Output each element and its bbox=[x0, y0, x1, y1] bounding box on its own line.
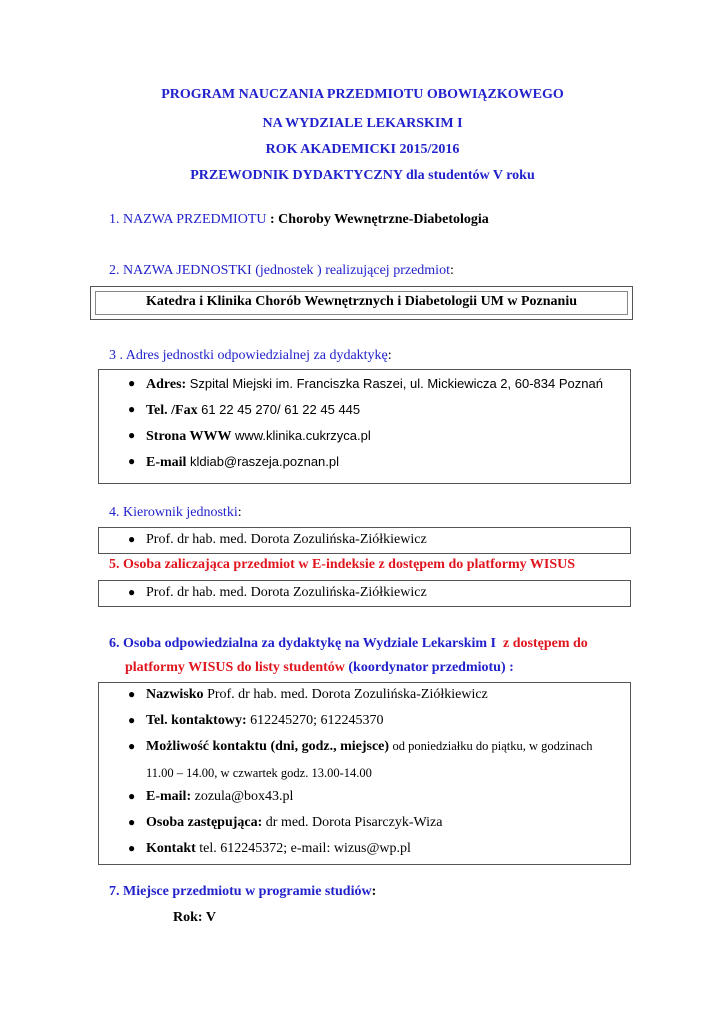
coordinator-name-label: Nazwisko bbox=[146, 687, 204, 702]
head-of-unit-value: Prof. dr hab. med. Dorota Zozulińska-Ziółkiewicz bbox=[146, 532, 427, 547]
study-year-label: Rok: bbox=[173, 910, 203, 925]
coordinator-email-link[interactable]: zozula@box43.pl bbox=[194, 789, 294, 804]
section-2-colon: : bbox=[449, 263, 454, 278]
section-7-colon: : bbox=[371, 884, 377, 899]
e-index-person-value: Prof. dr hab. med. Dorota Zozulińska-Ziółkiewicz bbox=[146, 585, 427, 600]
section-6-label-line-2-red: platformy WISUS do listy studentów bbox=[125, 660, 345, 675]
section-6-label-part-2: z dostępem do bbox=[503, 636, 588, 651]
doc-title-line-1: PROGRAM NAUCZANIA PRZEDMIOTU OBOWIĄZKOWEGO bbox=[161, 87, 564, 102]
www-link[interactable]: www.klinika.cukrzyca.pl bbox=[234, 428, 371, 443]
section-6-heading-line-2 bbox=[125, 660, 514, 676]
section-1-heading bbox=[109, 212, 489, 228]
deputy-label: Osoba zastępująca: bbox=[146, 815, 263, 830]
bullet-icon: ● bbox=[128, 789, 136, 803]
tel-fax-label: Tel. /Fax bbox=[146, 403, 198, 418]
doc-title-line-3: ROK AKADEMICKI 2015/2016 bbox=[265, 142, 460, 157]
study-year bbox=[173, 910, 216, 926]
section-2-value: Katedra i Klinika Chorób Wewnętrznych i Diabetologii UM w Poznaniu bbox=[145, 294, 578, 309]
bullet-icon: ● bbox=[128, 376, 136, 390]
section-5-box bbox=[98, 580, 631, 607]
bullet-icon: ● bbox=[128, 585, 136, 599]
section-2-label: 2. NAZWA JEDNOSTKI (jednostek ) realizującej przedmiot bbox=[109, 263, 450, 278]
bullet-icon: ● bbox=[128, 402, 136, 416]
section-3-colon: : bbox=[387, 348, 392, 363]
bullet-icon: ● bbox=[128, 428, 136, 442]
section-6-label-part-1: 6. Osoba odpowiedzialna za dydaktykę na Wydziale Lekarskim I bbox=[109, 636, 497, 651]
section-4-heading bbox=[109, 505, 242, 521]
coordinator-email-label: E-mail: bbox=[146, 789, 192, 804]
section-2-heading bbox=[109, 263, 454, 279]
section-1-sep: : bbox=[266, 212, 279, 227]
section-3-heading bbox=[109, 348, 392, 364]
section-1-value: Choroby Wewnętrzne-Diabetologia bbox=[278, 212, 489, 227]
section-6-heading-line-1 bbox=[109, 636, 588, 652]
coordinator-hours-value-2: 11.00 – 14.00, w czwartek godz. 13.00-14.00 bbox=[146, 766, 372, 780]
section-6-box bbox=[98, 682, 631, 865]
bullet-icon: ● bbox=[128, 713, 136, 727]
section-4-colon: : bbox=[237, 505, 242, 520]
deputy-contact-value: tel. 612245372; e-mail: wizus@wp.pl bbox=[199, 841, 411, 856]
section-3-label: 3 . Adres jednostki odpowiedzialnej za dydaktykę bbox=[109, 348, 388, 363]
coordinator-hours-label: Możliwość kontaktu (dni, godz., miejsce) bbox=[146, 739, 390, 754]
section-4-box bbox=[98, 527, 631, 554]
deputy-value: dr med. Dorota Pisarczyk-Wiza bbox=[265, 815, 443, 830]
www-label: Strona WWW bbox=[146, 429, 232, 444]
doc-title-line-2: NA WYDZIALE LEKARSKIM I bbox=[262, 116, 463, 131]
email-label: E-mail bbox=[146, 455, 187, 470]
coordinator-hours-value: od poniedziałku do piątku, w godzinach bbox=[392, 739, 593, 753]
bullet-icon: ● bbox=[128, 815, 136, 829]
tel-fax-value: 61 22 45 270/ 61 22 45 445 bbox=[201, 402, 361, 417]
bullet-icon: ● bbox=[128, 841, 136, 855]
section-5-label: 5. Osoba zaliczająca przedmiot w E-indeksie z dostępem do platformy WISUS bbox=[109, 557, 575, 572]
address-label: Adres: bbox=[146, 377, 187, 392]
section-4-label: 4. Kierownik jednostki bbox=[109, 505, 238, 520]
email-link[interactable]: kldiab@raszeja.poznan.pl bbox=[189, 454, 340, 469]
coordinator-phone-label: Tel. kontaktowy: bbox=[146, 713, 247, 728]
deputy-contact-label: Kontakt bbox=[146, 841, 196, 856]
section-1-label: 1. NAZWA PRZEDMIOTU bbox=[109, 212, 267, 227]
bullet-icon: ● bbox=[128, 739, 136, 753]
bullet-icon: ● bbox=[128, 687, 136, 701]
study-year-value: V bbox=[205, 910, 216, 925]
doc-title-line-4: PRZEWODNIK DYDAKTYCZNY dla studentów V roku bbox=[190, 168, 535, 183]
coordinator-phone-value: 612245270; 612245370 bbox=[250, 713, 384, 728]
section-7-label: 7. Miejsce przedmiotu w programie studiów bbox=[109, 884, 372, 899]
section-6-label-line-2-blue: (koordynator przedmiotu) : bbox=[348, 660, 514, 675]
address-value: Szpital Miejski im. Franciszka Raszei, ul. Mickiewicza 2, 60-834 Poznań bbox=[189, 376, 603, 391]
section-2-box bbox=[90, 286, 633, 320]
section-7-heading bbox=[109, 884, 376, 900]
coordinator-name-value: Prof. dr hab. med. Dorota Zozulińska-Ziółkiewicz bbox=[207, 687, 488, 702]
bullet-icon: ● bbox=[128, 532, 136, 546]
section-3-box bbox=[98, 369, 631, 484]
bullet-icon: ● bbox=[128, 454, 136, 468]
